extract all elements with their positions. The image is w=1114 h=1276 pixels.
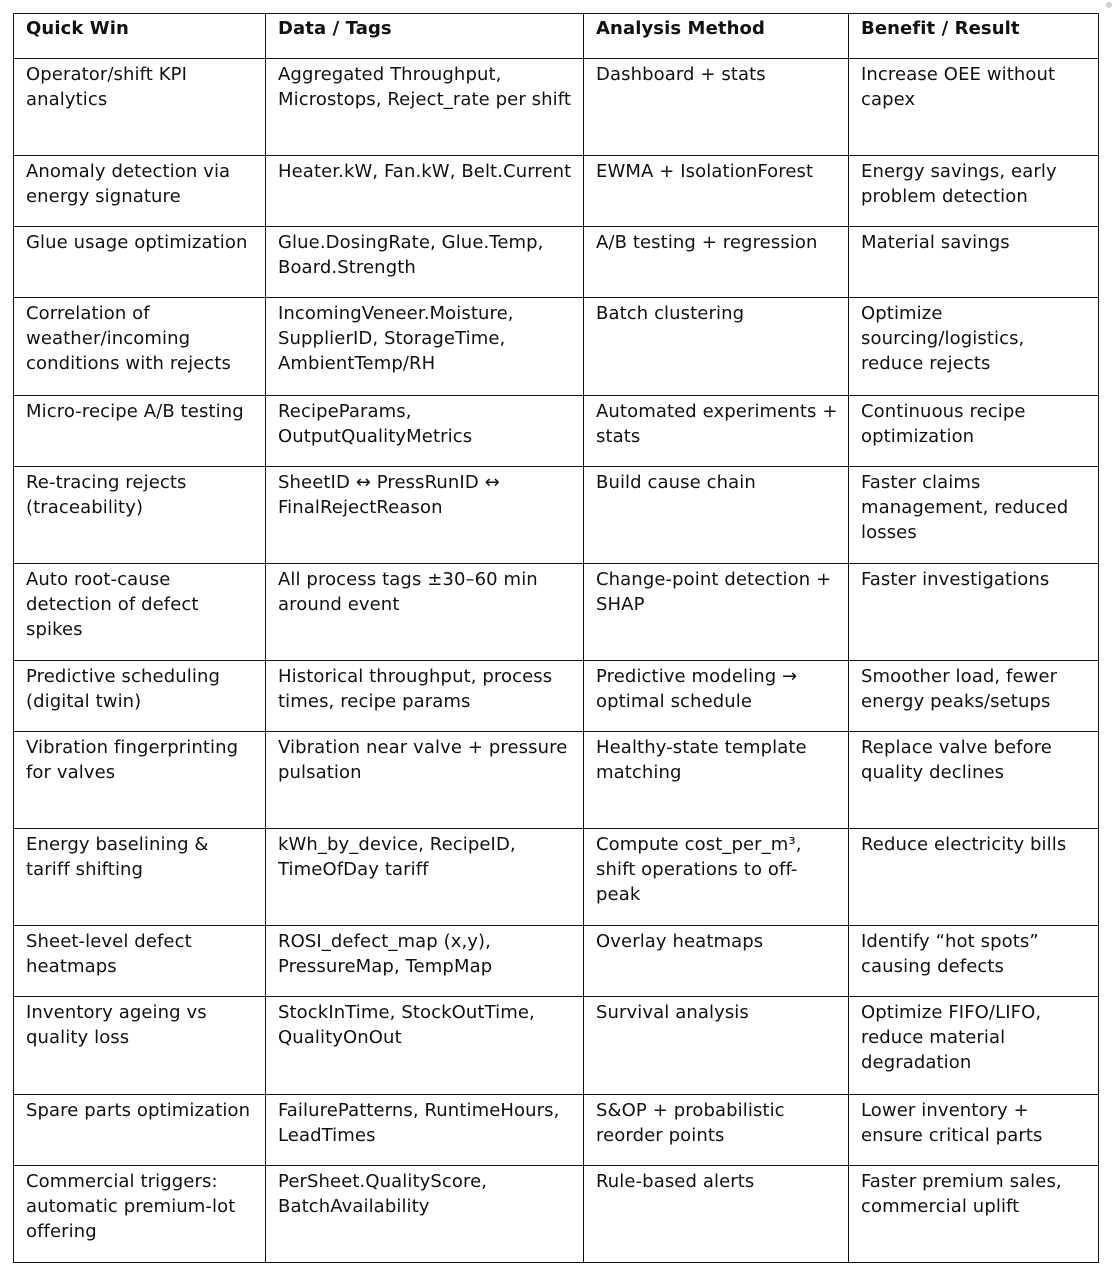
cell-data-tags: Aggregated Throughput, Microstops, Reject_rate per shift [266, 59, 584, 156]
cell-benefit-result: Faster premium sales, commercial uplift [849, 1165, 1099, 1262]
cell-benefit-result: Optimize sourcing/logistics, reduce rejects [849, 298, 1099, 395]
cell-quick-win: Glue usage optimization [14, 227, 266, 298]
cell-quick-win: Energy baselining & tariff shifting [14, 829, 266, 926]
cell-analysis-method: Compute cost_per_m³, shift operations to off-peak [584, 829, 849, 926]
table-row [14, 298, 1099, 395]
table-row [14, 660, 1099, 731]
cell-analysis-method: Overlay heatmaps [584, 926, 849, 997]
cell-quick-win: Sheet-level defect heatmaps [14, 926, 266, 997]
cell-data-tags: PerSheet.QualityScore, BatchAvailability [266, 1165, 584, 1262]
cell-benefit-result: Faster claims management, reduced losses [849, 466, 1099, 563]
cell-data-tags: FailurePatterns, RuntimeHours, LeadTimes [266, 1094, 584, 1165]
table-row [14, 829, 1099, 926]
cell-data-tags: Historical throughput, process times, recipe params [266, 660, 584, 731]
cell-data-tags: IncomingVeneer.Moisture, SupplierID, StorageTime, AmbientTemp/RH [266, 298, 584, 395]
cell-analysis-method: Dashboard + stats [584, 59, 849, 156]
cell-quick-win: Predictive scheduling (digital twin) [14, 660, 266, 731]
cell-benefit-result: Faster investigations [849, 563, 1099, 660]
cell-analysis-method: A/B testing + regression [584, 227, 849, 298]
quick-wins-document [13, 13, 1098, 1263]
table-row [14, 1165, 1099, 1262]
cell-analysis-method: Build cause chain [584, 466, 849, 563]
cell-benefit-result: Continuous recipe optimization [849, 395, 1099, 466]
cell-quick-win: Micro-recipe A/B testing [14, 395, 266, 466]
cell-quick-win: Auto root-cause detection of defect spikes [14, 563, 266, 660]
table-row [14, 156, 1099, 227]
cell-benefit-result: Increase OEE without capex [849, 59, 1099, 156]
cell-analysis-method: Predictive modeling → optimal schedule [584, 660, 849, 731]
header-analysis-method: Analysis Method [584, 14, 849, 59]
cell-benefit-result: Lower inventory + ensure critical parts [849, 1094, 1099, 1165]
header-quick-win: Quick Win [14, 14, 266, 59]
table-row [14, 1094, 1099, 1165]
table-row [14, 395, 1099, 466]
cell-quick-win: Vibration fingerprinting for valves [14, 732, 266, 829]
quick-wins-table [13, 13, 1099, 1263]
cell-quick-win: Correlation of weather/incoming conditions with rejects [14, 298, 266, 395]
cell-analysis-method: Healthy-state template matching [584, 732, 849, 829]
table-row [14, 466, 1099, 563]
cell-analysis-method: Rule-based alerts [584, 1165, 849, 1262]
cell-benefit-result: Energy savings, early problem detection [849, 156, 1099, 227]
cell-data-tags: ROSI_defect_map (x,y), PressureMap, TempMap [266, 926, 584, 997]
table-header-row [14, 14, 1099, 59]
cell-data-tags: SheetID ↔ PressRunID ↔ FinalRejectReason [266, 466, 584, 563]
table-row [14, 227, 1099, 298]
header-benefit-result: Benefit / Result [849, 14, 1099, 59]
table-row [14, 563, 1099, 660]
cell-analysis-method: Survival analysis [584, 997, 849, 1094]
cell-analysis-method: Change-point detection + SHAP [584, 563, 849, 660]
cell-data-tags: Vibration near valve + pressure pulsation [266, 732, 584, 829]
cell-analysis-method: Batch clustering [584, 298, 849, 395]
cell-quick-win: Operator/shift KPI analytics [14, 59, 266, 156]
cell-quick-win: Spare parts optimization [14, 1094, 266, 1165]
cell-analysis-method: S&OP + probabilistic reorder points [584, 1094, 849, 1165]
table-row [14, 926, 1099, 997]
cell-quick-win: Commercial triggers: automatic premium-lot offering [14, 1165, 266, 1262]
corner-dot-icon [1106, 2, 1112, 8]
cell-benefit-result: Identify “hot spots” causing defects [849, 926, 1099, 997]
cell-benefit-result: Material savings [849, 227, 1099, 298]
cell-data-tags: All process tags ±30–60 min around event [266, 563, 584, 660]
cell-data-tags: Heater.kW, Fan.kW, Belt.Current [266, 156, 584, 227]
cell-benefit-result: Replace valve before quality declines [849, 732, 1099, 829]
cell-analysis-method: Automated experiments + stats [584, 395, 849, 466]
cell-analysis-method: EWMA + IsolationForest [584, 156, 849, 227]
cell-data-tags: Glue.DosingRate, Glue.Temp, Board.Strength [266, 227, 584, 298]
cell-data-tags: StockInTime, StockOutTime, QualityOnOut [266, 997, 584, 1094]
cell-benefit-result: Smoother load, fewer energy peaks/setups [849, 660, 1099, 731]
cell-quick-win: Inventory ageing vs quality loss [14, 997, 266, 1094]
table-row [14, 997, 1099, 1094]
cell-data-tags: RecipeParams, OutputQualityMetrics [266, 395, 584, 466]
cell-benefit-result: Reduce electricity bills [849, 829, 1099, 926]
cell-quick-win: Re-tracing rejects (traceability) [14, 466, 266, 563]
table-row [14, 59, 1099, 156]
table-row [14, 732, 1099, 829]
cell-quick-win: Anomaly detection via energy signature [14, 156, 266, 227]
cell-benefit-result: Optimize FIFO/LIFO, reduce material degradation [849, 997, 1099, 1094]
cell-data-tags: kWh_by_device, RecipeID, TimeOfDay tariff [266, 829, 584, 926]
header-data-tags: Data / Tags [266, 14, 584, 59]
